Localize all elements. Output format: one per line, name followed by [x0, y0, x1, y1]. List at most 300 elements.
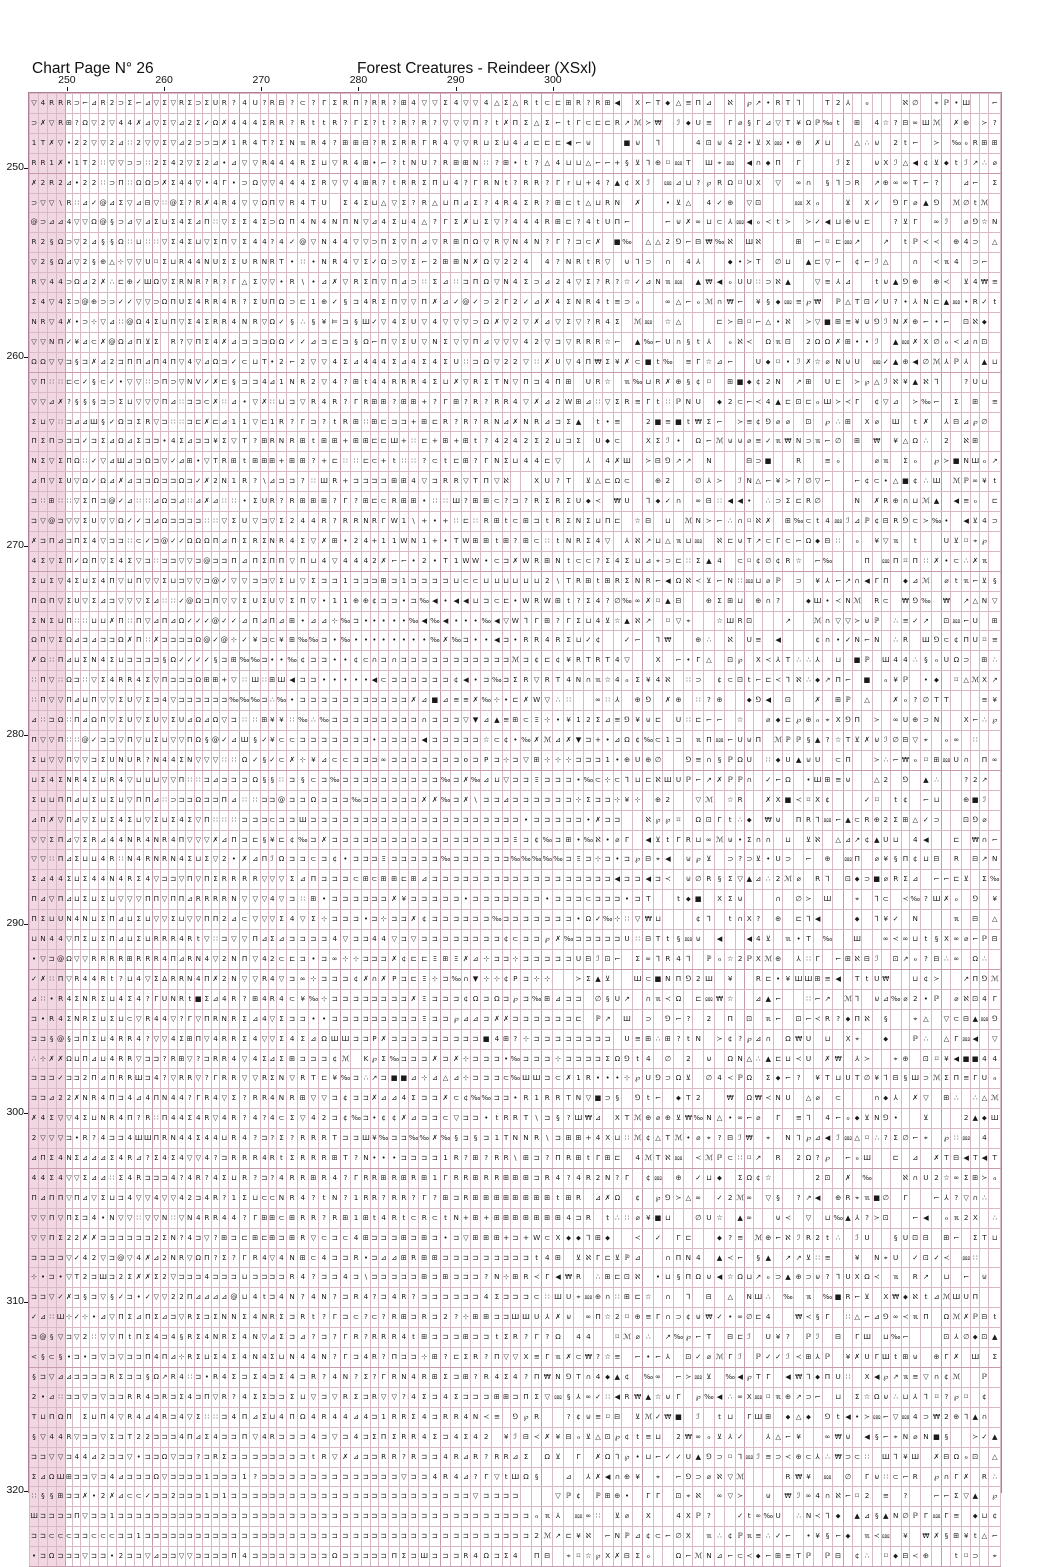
pattern-cell[interactable]: ⊟ — [931, 949, 942, 969]
pattern-cell[interactable]: ⊟ — [643, 850, 654, 870]
pattern-cell[interactable]: 4 — [56, 1009, 65, 1029]
pattern-cell[interactable]: ‰ — [470, 770, 481, 790]
pattern-cell[interactable]: ⊏ — [329, 332, 340, 352]
pattern-cell[interactable]: ⊐ — [261, 651, 269, 671]
pattern-cell[interactable]: 4 — [160, 1009, 169, 1029]
pattern-cell[interactable]: ‰ — [521, 850, 532, 870]
pattern-cell[interactable] — [942, 790, 951, 810]
pattern-cell[interactable] — [684, 273, 693, 293]
pattern-cell[interactable]: ▽ — [178, 870, 186, 890]
pattern-cell[interactable]: ‰ — [622, 233, 633, 253]
pattern-cell[interactable]: ⊕ — [654, 790, 663, 810]
pattern-cell[interactable] — [872, 1009, 881, 1029]
pattern-cell[interactable]: ⊃ — [65, 233, 73, 253]
pattern-cell[interactable]: ⌐ — [553, 113, 564, 133]
pattern-cell[interactable]: ⊞ — [400, 392, 409, 412]
pattern-cell[interactable]: ▽ — [194, 910, 202, 930]
pattern-cell[interactable]: ℐ — [881, 372, 890, 392]
pattern-cell[interactable]: 2 — [287, 512, 298, 532]
pattern-cell[interactable]: Ω — [693, 810, 704, 830]
pattern-cell[interactable]: R — [804, 810, 813, 830]
pattern-cell[interactable]: Γ — [340, 492, 351, 512]
pattern-cell[interactable]: ⊐ — [563, 1029, 574, 1049]
pattern-cell[interactable]: 4 — [553, 293, 564, 313]
pattern-cell[interactable]: ⊐ — [287, 850, 298, 870]
pattern-cell[interactable]: ✗ — [39, 969, 48, 989]
pattern-cell[interactable]: ⊐ — [297, 1049, 308, 1069]
pattern-cell[interactable]: @ — [202, 551, 211, 571]
pattern-cell[interactable] — [853, 273, 862, 293]
pattern-cell[interactable]: ‰ — [989, 870, 1001, 890]
pattern-cell[interactable]: ✗ — [470, 691, 481, 711]
pattern-cell[interactable]: ✗ — [378, 551, 389, 571]
pattern-cell[interactable]: ⊐ — [542, 910, 553, 930]
pattern-cell[interactable]: ⊂ — [643, 969, 654, 989]
pattern-cell[interactable] — [881, 94, 890, 114]
pattern-cell[interactable]: ▲ — [594, 969, 603, 989]
pattern-cell[interactable]: ⊐ — [408, 671, 419, 691]
pattern-cell[interactable]: ⅄ — [962, 352, 971, 372]
pattern-cell[interactable]: ⊐ — [602, 890, 613, 910]
pattern-cell[interactable]: ∷ — [202, 512, 211, 532]
pattern-cell[interactable]: ⊿ — [308, 611, 319, 631]
pattern-cell[interactable] — [754, 711, 763, 731]
pattern-cell[interactable] — [843, 472, 852, 492]
pattern-cell[interactable]: ⊐ — [178, 691, 186, 711]
pattern-cell[interactable]: ∅ — [962, 193, 971, 213]
pattern-cell[interactable]: N — [47, 332, 56, 352]
pattern-cell[interactable]: ✓ — [287, 233, 298, 253]
pattern-cell[interactable]: ∴ — [804, 651, 813, 671]
pattern-cell[interactable]: ▽ — [30, 332, 39, 352]
pattern-cell[interactable]: ℐ — [643, 173, 654, 193]
pattern-cell[interactable]: 4 — [361, 531, 370, 551]
pattern-cell[interactable]: R — [194, 273, 202, 293]
pattern-cell[interactable] — [910, 790, 921, 810]
pattern-cell[interactable]: ⊞ — [268, 671, 276, 691]
pattern-cell[interactable]: N — [704, 452, 715, 472]
pattern-cell[interactable]: ⊻ — [583, 472, 594, 492]
pattern-cell[interactable] — [714, 910, 725, 930]
pattern-cell[interactable]: Ш — [822, 890, 833, 910]
pattern-cell[interactable]: R — [56, 989, 65, 1009]
pattern-cell[interactable]: ⊟ — [673, 591, 684, 611]
pattern-cell[interactable]: Σ — [99, 930, 108, 950]
pattern-cell[interactable]: 4 — [542, 253, 553, 273]
pattern-cell[interactable]: R — [813, 870, 822, 890]
pattern-cell[interactable]: △ — [673, 94, 684, 114]
pattern-cell[interactable]: t — [654, 352, 663, 372]
pattern-cell[interactable]: N — [408, 153, 419, 173]
pattern-cell[interactable]: Σ — [725, 890, 736, 910]
pattern-cell[interactable]: ⊐ — [408, 810, 419, 830]
pattern-cell[interactable]: ⊐ — [531, 1029, 542, 1049]
pattern-cell[interactable]: t — [531, 94, 542, 114]
pattern-cell[interactable]: ⊍ — [881, 273, 890, 293]
pattern-cell[interactable]: § — [47, 1029, 56, 1049]
pattern-cell[interactable]: ? — [693, 173, 704, 193]
pattern-cell[interactable]: Σ — [745, 830, 754, 850]
pattern-cell[interactable]: 4 — [81, 770, 90, 790]
pattern-cell[interactable]: ▽ — [134, 293, 143, 313]
pattern-cell[interactable]: ∩ — [673, 492, 684, 512]
pattern-cell[interactable]: ? — [563, 233, 574, 253]
pattern-cell[interactable]: △ — [492, 94, 503, 114]
pattern-cell[interactable]: ⊐ — [451, 830, 462, 850]
pattern-cell[interactable]: ↗ — [622, 113, 633, 133]
pattern-cell[interactable]: Σ — [308, 153, 319, 173]
pattern-cell[interactable]: ⊂ — [239, 352, 250, 372]
pattern-cell[interactable]: ? — [329, 133, 340, 153]
pattern-cell[interactable]: ⊐ — [229, 711, 240, 731]
pattern-cell[interactable]: ⊏ — [862, 213, 873, 233]
pattern-cell[interactable]: ⊐ — [440, 969, 451, 989]
pattern-cell[interactable]: ? — [160, 1049, 169, 1069]
pattern-cell[interactable]: + — [340, 472, 351, 492]
pattern-cell[interactable]: ▽ — [89, 113, 98, 133]
pattern-cell[interactable]: ≡ — [822, 969, 833, 989]
pattern-cell[interactable]: ⊍ — [714, 133, 725, 153]
pattern-cell[interactable]: Π — [833, 671, 844, 691]
pattern-cell[interactable]: △ — [901, 153, 910, 173]
pattern-cell[interactable]: Π — [583, 352, 594, 372]
pattern-cell[interactable]: N — [890, 312, 901, 332]
pattern-cell[interactable]: ⊐ — [451, 651, 462, 671]
pattern-cell[interactable]: ⊡ — [793, 1009, 804, 1029]
pattern-cell[interactable]: ¢ — [594, 631, 603, 651]
pattern-cell[interactable]: ‰ — [643, 731, 654, 751]
pattern-cell[interactable]: + — [378, 452, 389, 472]
pattern-cell[interactable]: Σ — [308, 910, 319, 930]
pattern-cell[interactable]: ⊕ — [725, 193, 736, 213]
pattern-cell[interactable]: Σ — [951, 392, 962, 412]
pattern-cell[interactable]: ▲ — [763, 1049, 774, 1069]
pattern-cell[interactable]: ℐ — [881, 731, 890, 751]
pattern-cell[interactable]: R — [268, 492, 276, 512]
pattern-cell[interactable]: ▽ — [134, 1009, 143, 1029]
pattern-cell[interactable]: ⊐ — [261, 332, 269, 352]
pattern-cell[interactable] — [553, 969, 564, 989]
pattern-cell[interactable]: ‰ — [351, 790, 362, 810]
pattern-cell[interactable]: 2 — [736, 133, 745, 153]
pattern-row[interactable] — [30, 790, 1001, 810]
pattern-cell[interactable]: ⅏ — [793, 193, 804, 213]
pattern-cell[interactable]: ⅄ — [843, 94, 852, 114]
pattern-cell[interactable]: ⊐ — [378, 770, 389, 790]
pattern-cell[interactable]: Σ — [160, 94, 169, 114]
pattern-cell[interactable]: ⊐ — [361, 810, 370, 830]
pattern-cell[interactable]: ⊏ — [594, 113, 603, 133]
pattern-cell[interactable]: ⊐ — [594, 890, 603, 910]
pattern-cell[interactable]: Σ — [440, 94, 451, 114]
pattern-cell[interactable] — [951, 691, 962, 711]
pattern-cell[interactable]: ✗ — [492, 312, 503, 332]
pattern-cell[interactable]: ℐ — [872, 949, 881, 969]
pattern-cell[interactable]: 4 — [361, 293, 370, 313]
pattern-cell[interactable]: ℴ — [942, 332, 951, 352]
pattern-cell[interactable]: U — [89, 512, 98, 532]
pattern-cell[interactable]: ⌐ — [862, 253, 873, 273]
pattern-cell[interactable] — [774, 611, 783, 631]
pattern-cell[interactable]: ✗ — [470, 253, 481, 273]
pattern-cell[interactable]: ₩ — [714, 989, 725, 1009]
pattern-cell[interactable] — [763, 611, 774, 631]
pattern-cell[interactable]: ▽ — [125, 790, 134, 810]
pattern-cell[interactable]: • — [481, 631, 492, 651]
pattern-cell[interactable]: ¢ — [693, 910, 704, 930]
pattern-cell[interactable]: ∅ — [774, 253, 783, 273]
pattern-cell[interactable]: ⊐ — [440, 910, 451, 930]
pattern-cell[interactable]: ⊂ — [430, 452, 441, 472]
pattern-cell[interactable]: R — [521, 173, 532, 193]
pattern-cell[interactable]: ⊿ — [73, 412, 81, 432]
pattern-cell[interactable]: • — [745, 492, 754, 512]
pattern-cell[interactable]: ⊿ — [73, 691, 81, 711]
pattern-cell[interactable]: X — [754, 173, 763, 193]
pattern-cell[interactable]: ⊐ — [521, 770, 532, 790]
pattern-cell[interactable]: ≡ — [980, 691, 989, 711]
pattern-cell[interactable] — [663, 133, 674, 153]
pattern-cell[interactable]: ▽ — [910, 731, 921, 751]
pattern-cell[interactable]: Ξ — [419, 969, 430, 989]
pattern-cell[interactable]: 2 — [89, 153, 98, 173]
pattern-cell[interactable]: Ω — [65, 949, 73, 969]
pattern-cell[interactable]: R — [220, 890, 229, 910]
pattern-cell[interactable] — [980, 432, 989, 452]
pattern-cell[interactable]: 4 — [65, 989, 73, 1009]
pattern-cell[interactable]: ¥ — [268, 830, 276, 850]
pattern-cell[interactable]: ⊐ — [329, 571, 340, 591]
pattern-cell[interactable]: 4 — [185, 173, 194, 193]
pattern-cell[interactable] — [843, 531, 852, 551]
pattern-cell[interactable]: R — [239, 472, 250, 492]
pattern-cell[interactable]: ∷ — [81, 452, 90, 472]
pattern-cell[interactable] — [962, 830, 971, 850]
pattern-cell[interactable]: ▽ — [143, 293, 152, 313]
pattern-cell[interactable]: Π — [73, 711, 81, 731]
pattern-cell[interactable]: ∷ — [602, 691, 613, 711]
pattern-cell[interactable]: Σ — [389, 133, 400, 153]
pattern-cell[interactable]: N — [169, 850, 178, 870]
pattern-cell[interactable]: ⊕ — [774, 949, 783, 969]
pattern-cell[interactable]: ℼ — [774, 332, 783, 352]
pattern-cell[interactable]: ⊿ — [229, 790, 240, 810]
pattern-cell[interactable]: Σ — [602, 1049, 613, 1069]
pattern-cell[interactable]: Ω — [951, 651, 962, 671]
pattern-cell[interactable]: ⊃ — [125, 153, 134, 173]
pattern-cell[interactable]: 2 — [910, 989, 921, 1009]
pattern-cell[interactable]: ⊂ — [134, 531, 143, 551]
pattern-cell[interactable]: ⊿ — [125, 452, 134, 472]
pattern-cell[interactable]: Σ — [108, 810, 117, 830]
pattern-cell[interactable]: ∷ — [160, 790, 169, 810]
pattern-cell[interactable] — [754, 1009, 763, 1029]
pattern-cell[interactable]: 2 — [890, 133, 901, 153]
pattern-cell[interactable]: Π — [371, 273, 379, 293]
pattern-cell[interactable]: ⊿ — [229, 332, 240, 352]
pattern-cell[interactable]: ⅏ — [833, 512, 844, 532]
pattern-cell[interactable]: ⊐ — [287, 810, 298, 830]
pattern-cell[interactable]: ⊐ — [462, 651, 471, 671]
pattern-cell[interactable] — [160, 332, 169, 352]
pattern-cell[interactable]: Т — [942, 691, 951, 711]
pattern-cell[interactable]: N — [553, 551, 564, 571]
pattern-cell[interactable]: 2 — [185, 133, 194, 153]
pattern-cell[interactable]: ⊞ — [833, 312, 844, 332]
pattern-cell[interactable]: ⊏ — [542, 133, 553, 153]
pattern-cell[interactable]: ⊂ — [833, 750, 844, 770]
pattern-cell[interactable]: ℴ — [632, 293, 643, 313]
pattern-cell[interactable]: ∅ — [921, 691, 932, 711]
pattern-cell[interactable]: • — [340, 850, 351, 870]
pattern-cell[interactable]: ¥ — [890, 671, 901, 691]
pattern-cell[interactable]: ⊐ — [378, 651, 389, 671]
pattern-cell[interactable]: ∷ — [451, 273, 462, 293]
pattern-cell[interactable]: ⊐ — [451, 910, 462, 930]
pattern-cell[interactable]: 2 — [211, 472, 220, 492]
pattern-cell[interactable]: ⬥ — [881, 1029, 890, 1049]
pattern-cell[interactable]: ∷ — [30, 691, 39, 711]
pattern-cell[interactable]: ⊐ — [400, 830, 409, 850]
pattern-cell[interactable] — [714, 113, 725, 133]
pattern-cell[interactable]: R — [116, 949, 125, 969]
pattern-cell[interactable]: R — [371, 293, 379, 313]
pattern-cell[interactable]: ⊐ — [250, 372, 261, 392]
pattern-cell[interactable]: ⊐ — [481, 591, 492, 611]
pattern-cell[interactable]: ⊿ — [89, 233, 98, 253]
pattern-cell[interactable]: 4 — [116, 113, 125, 133]
pattern-cell[interactable]: ⊞ — [440, 949, 451, 969]
pattern-cell[interactable]: Ω — [194, 531, 202, 551]
pattern-cell[interactable]: ⊍ — [643, 711, 654, 731]
pattern-cell[interactable]: ⊞ — [502, 531, 510, 551]
pattern-cell[interactable]: ⊐ — [400, 750, 409, 770]
pattern-cell[interactable]: Π — [47, 591, 56, 611]
pattern-cell[interactable] — [962, 850, 971, 870]
pattern-cell[interactable]: ⌐ — [774, 1009, 783, 1029]
pattern-cell[interactable] — [853, 750, 862, 770]
pattern-cell[interactable]: ⊐ — [361, 989, 370, 1009]
pattern-cell[interactable]: ⊃ — [481, 293, 492, 313]
pattern-cell[interactable]: ⊞ — [308, 890, 319, 910]
pattern-cell[interactable]: U — [239, 253, 250, 273]
pattern-cell[interactable]: ℴ — [714, 949, 725, 969]
pattern-cell[interactable]: ℙ — [962, 472, 971, 492]
pattern-cell[interactable]: • — [440, 591, 451, 611]
pattern-cell[interactable]: ¥ — [276, 711, 287, 731]
pattern-cell[interactable]: @ — [56, 1029, 65, 1049]
pattern-cell[interactable]: 4 — [250, 133, 261, 153]
pattern-cell[interactable]: @ — [220, 631, 229, 651]
pattern-cell[interactable]: ⅂ — [813, 810, 822, 830]
pattern-cell[interactable]: ⊐ — [583, 750, 594, 770]
pattern-cell[interactable]: Π — [134, 352, 143, 372]
pattern-cell[interactable]: 4 — [56, 870, 65, 890]
pattern-cell[interactable]: ⊔ — [319, 153, 330, 173]
pattern-cell[interactable]: • — [202, 173, 211, 193]
pattern-cell[interactable]: ⊃ — [194, 133, 202, 153]
pattern-row[interactable] — [30, 273, 1001, 293]
pattern-cell[interactable]: ∷ — [152, 551, 160, 571]
pattern-cell[interactable]: ⊂ — [276, 750, 287, 770]
pattern-cell[interactable]: ■ — [622, 133, 633, 153]
pattern-cell[interactable] — [804, 551, 813, 571]
pattern-cell[interactable]: ‰ — [419, 591, 430, 611]
pattern-cell[interactable]: 4 — [329, 352, 340, 372]
pattern-cell[interactable]: ⊐ — [178, 512, 186, 532]
pattern-cell[interactable]: ⅏ — [901, 332, 910, 352]
pattern-cell[interactable]: 1 — [30, 133, 39, 153]
pattern-cell[interactable]: ■ — [783, 790, 794, 810]
pattern-cell[interactable]: ⊿ — [125, 492, 134, 512]
pattern-cell[interactable]: ⊕ — [622, 750, 633, 770]
pattern-cell[interactable]: • — [47, 989, 56, 1009]
pattern-cell[interactable]: ⊡ — [754, 193, 763, 213]
pattern-cell[interactable]: 4 — [510, 213, 521, 233]
pattern-cell[interactable] — [881, 790, 890, 810]
pattern-cell[interactable]: R — [531, 193, 542, 213]
pattern-cell[interactable]: 4 — [481, 94, 492, 114]
pattern-cell[interactable] — [704, 611, 715, 631]
pattern-cell[interactable]: R — [143, 412, 152, 432]
pattern-cell[interactable] — [329, 193, 340, 213]
pattern-cell[interactable]: ⊐ — [297, 790, 308, 810]
pattern-cell[interactable]: ⬥ — [853, 870, 862, 890]
pattern-cell[interactable]: ⊐ — [329, 830, 340, 850]
pattern-cell[interactable]: 4 — [693, 133, 704, 153]
pattern-cell[interactable]: 2 — [521, 432, 532, 452]
pattern-cell[interactable] — [632, 432, 643, 452]
pattern-row[interactable] — [30, 372, 1001, 392]
pattern-cell[interactable]: ⅄ — [910, 293, 921, 313]
pattern-cell[interactable]: ‰ — [389, 1049, 400, 1069]
pattern-cell[interactable]: Ω — [613, 472, 622, 492]
pattern-cell[interactable]: ⌐ — [813, 233, 822, 253]
pattern-cell[interactable]: ☆ — [980, 213, 989, 233]
pattern-cell[interactable] — [583, 691, 594, 711]
pattern-cell[interactable]: ⊃ — [116, 213, 125, 233]
pattern-cell[interactable]: ⊂ — [287, 731, 298, 751]
pattern-cell[interactable]: Π — [89, 1069, 98, 1089]
pattern-cell[interactable]: ⅁ — [673, 233, 684, 253]
pattern-cell[interactable]: • — [351, 671, 362, 691]
pattern-cell[interactable]: ⊐ — [419, 830, 430, 850]
pattern-cell[interactable] — [853, 551, 862, 571]
pattern-cell[interactable] — [745, 890, 754, 910]
pattern-cell[interactable]: ⊐ — [389, 1009, 400, 1029]
pattern-cell[interactable] — [890, 571, 901, 591]
pattern-cell[interactable]: ≻ — [714, 1029, 725, 1049]
pattern-cell[interactable]: 4 — [116, 870, 125, 890]
pattern-cell[interactable]: ⌐ — [822, 472, 833, 492]
pattern-cell[interactable]: 1 — [229, 472, 240, 492]
pattern-cell[interactable]: U — [736, 273, 745, 293]
pattern-cell[interactable]: X — [763, 133, 774, 153]
pattern-cell[interactable]: 2 — [220, 850, 229, 870]
pattern-cell[interactable]: ✓ — [872, 293, 881, 313]
pattern-cell[interactable]: ▽ — [47, 193, 56, 213]
pattern-cell[interactable] — [872, 1029, 881, 1049]
pattern-cell[interactable]: ▽ — [178, 731, 186, 751]
pattern-cell[interactable]: Σ — [81, 651, 90, 671]
pattern-cell[interactable]: Т — [783, 651, 794, 671]
pattern-cell[interactable]: R — [419, 193, 430, 213]
pattern-cell[interactable]: ℳ — [989, 969, 1001, 989]
pattern-cell[interactable]: ⊐ — [531, 372, 542, 392]
pattern-cell[interactable]: ⅏ — [673, 153, 684, 173]
pattern-cell[interactable]: ⊂ — [510, 930, 521, 950]
pattern-cell[interactable]: Σ — [39, 910, 48, 930]
